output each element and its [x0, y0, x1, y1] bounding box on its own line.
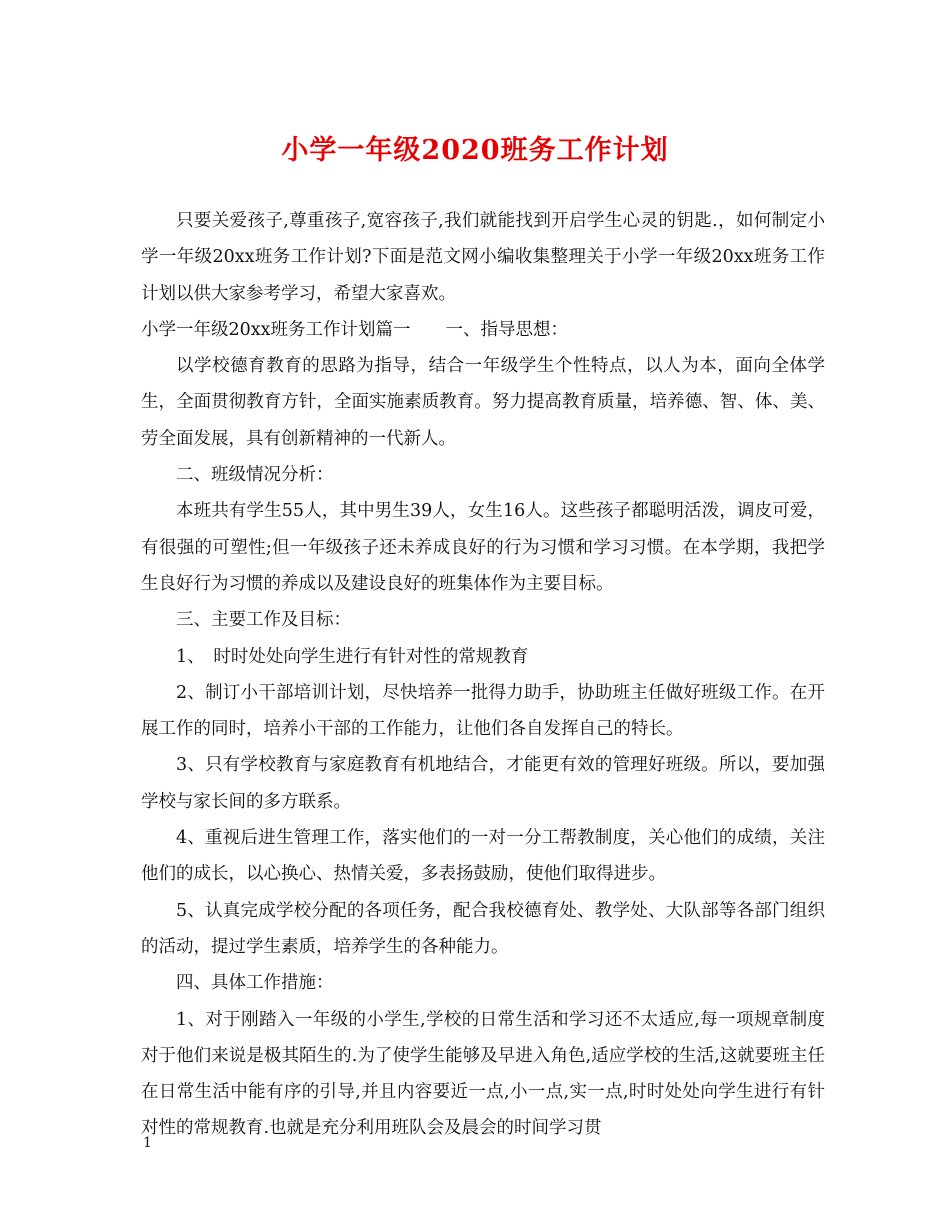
paragraph-goal-2: 2、制订小干部培训计划，尽快培养一批得力助手，协助班主任做好班级工作。在开展工作的同时，培养小干部的工作能力，让他们各自发挥自己的特长。 — [141, 682, 825, 740]
document-body — [141, 203, 825, 1147]
paragraph-section-heading-3: 三、主要工作及目标： — [176, 610, 351, 631]
paragraph-section-heading-2: 二、班级情况分析： — [176, 465, 334, 486]
paragraph-section-heading-1: 小学一年级20xx班务工作计划篇一 一、指导思想： — [141, 319, 569, 340]
paragraph-goal-5: 5、认真完成学校分配的各项任务，配合我校德育处、教学处、大队部等各部门组织的活动，提过学生素质，培养学生的各种能力。 — [141, 900, 825, 957]
paragraph-measure-1: 1、对于刚踏入一年级的小学生,学校的日常生活和学习还不太适应,每一项规章制度对于他们来说是极其陌生的.为了使学生能够及早进入角色,适应学校的生活,这就要班主任在日常生活中能有序的引导,并且内容要近一点,小一点,实一点,时时处处向学生进行有针对性的常规教育.也就是充分利用班队会及晨会的时间学习贯 — [141, 1009, 825, 1139]
paragraph-class-analysis: 本班共有学生55人，其中男生39人，女生16人。这些孩子都聪明活泼，调皮可爱，有很强的可塑性;但一年级孩子还未养成良好的行为习惯和学习习惯。在本学期，我把学生良好行为习惯的养成以及建设良好的班集体作为主要目标。 — [141, 501, 825, 594]
document-title: 小学一年级2020班务工作计划 — [281, 135, 669, 166]
paragraph-goal-1: 1、 时时处处向学生进行有针对性的常规教育 — [176, 646, 529, 667]
paragraph-section-heading-4: 四、具体工作措施： — [176, 973, 334, 994]
paragraph-goal-3: 3、只有学校教育与家庭教育有机地结合，才能更有效的管理好班级。所以，要加强学校与家长间的多方联系。 — [141, 755, 825, 812]
paragraph-guiding-thought: 以学校德育教育的思路为指导，结合一年级学生个性特点，以人为本，面向全体学生，全面贯彻教育方针，全面实施素质教育。努力提高教育质量，培养德、智、体、美、劳全面发展，具有创新精神的一代新人。 — [141, 356, 825, 449]
paragraph-goal-4: 4、重视后进生管理工作，落实他们的一对一分工帮教制度，关心他们的成绩，关注他们的成长，以心换心、热情关爱，多表扬鼓励，使他们取得进步。 — [141, 828, 825, 885]
paragraph-intro: 只要关爱孩子,尊重孩子,宽容孩子,我们就能找到开启学生心灵的钥匙.，如何制定小学一年级20xx班务工作计划?下面是范文网小编收集整理关于小学一年级20xx班务工作计划以供大家参考学习，希望大家喜欢。 — [141, 211, 825, 304]
page-number: 1 — [143, 1135, 152, 1151]
